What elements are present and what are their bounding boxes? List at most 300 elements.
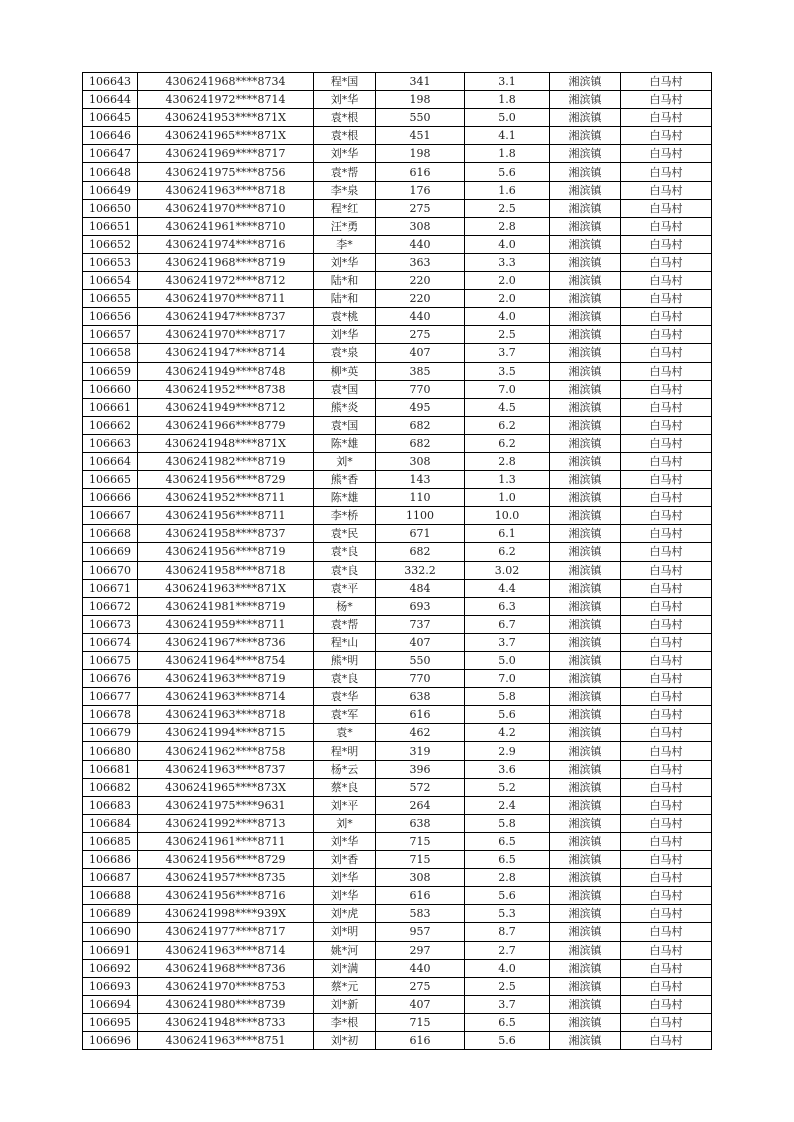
town-cell: 湘滨镇 <box>550 489 621 507</box>
amount-cell: 198 <box>376 145 465 163</box>
table-row <box>83 959 712 977</box>
name-cell: 刘*华 <box>314 887 376 905</box>
record-number-cell: 106654 <box>83 272 138 290</box>
record-number-cell: 106694 <box>83 995 138 1013</box>
id-number-cell: 4306241970****8710 <box>138 199 314 217</box>
record-number-cell: 106683 <box>83 796 138 814</box>
village-cell: 白马村 <box>621 380 712 398</box>
record-number-cell: 106695 <box>83 1013 138 1031</box>
village-cell: 白马村 <box>621 887 712 905</box>
name-cell: 刘*虎 <box>314 905 376 923</box>
village-cell: 白马村 <box>621 362 712 380</box>
amount-cell: 550 <box>376 109 465 127</box>
village-cell: 白马村 <box>621 977 712 995</box>
table-row <box>83 760 712 778</box>
village-cell: 白马村 <box>621 525 712 543</box>
town-cell: 湘滨镇 <box>550 380 621 398</box>
record-number-cell: 106689 <box>83 905 138 923</box>
area-cell: 2.0 <box>465 290 550 308</box>
amount-cell: 332.2 <box>376 561 465 579</box>
id-number-cell: 4306241968****8719 <box>138 253 314 271</box>
table-row <box>83 579 712 597</box>
amount-cell: 715 <box>376 832 465 850</box>
name-cell: 袁*根 <box>314 109 376 127</box>
table-row <box>83 398 712 416</box>
town-cell: 湘滨镇 <box>550 308 621 326</box>
name-cell: 刘*华 <box>314 832 376 850</box>
amount-cell: 275 <box>376 199 465 217</box>
table-row <box>83 652 712 670</box>
town-cell: 湘滨镇 <box>550 235 621 253</box>
amount-cell: 682 <box>376 434 465 452</box>
town-cell: 湘滨镇 <box>550 199 621 217</box>
area-cell: 3.02 <box>465 561 550 579</box>
amount-cell: 693 <box>376 597 465 615</box>
amount-cell: 715 <box>376 851 465 869</box>
table-row <box>83 814 712 832</box>
record-number-cell: 106651 <box>83 217 138 235</box>
area-cell: 2.4 <box>465 796 550 814</box>
id-number-cell: 4306241972****8712 <box>138 272 314 290</box>
amount-cell: 638 <box>376 814 465 832</box>
record-number-cell: 106673 <box>83 615 138 633</box>
village-cell: 白马村 <box>621 814 712 832</box>
name-cell: 程*红 <box>314 199 376 217</box>
village-cell: 白马村 <box>621 452 712 470</box>
table-row <box>83 127 712 145</box>
name-cell: 姚*河 <box>314 941 376 959</box>
table-row <box>83 452 712 470</box>
name-cell: 刘*初 <box>314 1031 376 1049</box>
town-cell: 湘滨镇 <box>550 290 621 308</box>
name-cell: 蔡*元 <box>314 977 376 995</box>
town-cell: 湘滨镇 <box>550 1013 621 1031</box>
table-row <box>83 199 712 217</box>
name-cell: 袁*帮 <box>314 163 376 181</box>
record-number-cell: 106659 <box>83 362 138 380</box>
id-number-cell: 4306241949****8748 <box>138 362 314 380</box>
area-cell: 6.2 <box>465 434 550 452</box>
area-cell: 2.8 <box>465 869 550 887</box>
area-cell: 5.0 <box>465 109 550 127</box>
id-number-cell: 4306241956****8729 <box>138 851 314 869</box>
table-row <box>83 326 712 344</box>
amount-cell: 264 <box>376 796 465 814</box>
id-number-cell: 4306241948****871X <box>138 434 314 452</box>
amount-cell: 440 <box>376 308 465 326</box>
id-number-cell: 4306241967****8736 <box>138 633 314 651</box>
record-number-cell: 106643 <box>83 73 138 91</box>
area-cell: 5.0 <box>465 652 550 670</box>
id-number-cell: 4306241963****8751 <box>138 1031 314 1049</box>
name-cell: 刘*新 <box>314 995 376 1013</box>
village-cell: 白马村 <box>621 163 712 181</box>
name-cell: 袁*国 <box>314 416 376 434</box>
record-number-cell: 106681 <box>83 760 138 778</box>
town-cell: 湘滨镇 <box>550 760 621 778</box>
amount-cell: 198 <box>376 91 465 109</box>
town-cell: 湘滨镇 <box>550 362 621 380</box>
table-row <box>83 91 712 109</box>
area-cell: 6.2 <box>465 543 550 561</box>
table-row <box>83 615 712 633</box>
id-number-cell: 4306241952****8738 <box>138 380 314 398</box>
name-cell: 李*桥 <box>314 507 376 525</box>
town-cell: 湘滨镇 <box>550 326 621 344</box>
name-cell: 袁*平 <box>314 579 376 597</box>
amount-cell: 308 <box>376 452 465 470</box>
village-cell: 白马村 <box>621 670 712 688</box>
town-cell: 湘滨镇 <box>550 796 621 814</box>
table-row <box>83 688 712 706</box>
town-cell: 湘滨镇 <box>550 959 621 977</box>
table-row <box>83 308 712 326</box>
record-number-cell: 106696 <box>83 1031 138 1049</box>
id-number-cell: 4306241947****8737 <box>138 308 314 326</box>
village-cell: 白马村 <box>621 742 712 760</box>
name-cell: 刘*明 <box>314 923 376 941</box>
table-row <box>83 235 712 253</box>
area-cell: 2.8 <box>465 452 550 470</box>
name-cell: 袁*国 <box>314 380 376 398</box>
amount-cell: 495 <box>376 398 465 416</box>
town-cell: 湘滨镇 <box>550 615 621 633</box>
amount-cell: 451 <box>376 127 465 145</box>
town-cell: 湘滨镇 <box>550 434 621 452</box>
id-number-cell: 4306241958****8718 <box>138 561 314 579</box>
id-number-cell: 4306241956****8716 <box>138 887 314 905</box>
record-number-cell: 106656 <box>83 308 138 326</box>
village-cell: 白马村 <box>621 688 712 706</box>
name-cell: 刘*华 <box>314 253 376 271</box>
table-row <box>83 597 712 615</box>
amount-cell: 484 <box>376 579 465 597</box>
table-row <box>83 471 712 489</box>
area-cell: 6.5 <box>465 851 550 869</box>
table-row <box>83 941 712 959</box>
record-number-cell: 106650 <box>83 199 138 217</box>
village-cell: 白马村 <box>621 109 712 127</box>
area-cell: 2.8 <box>465 217 550 235</box>
village-cell: 白马村 <box>621 290 712 308</box>
record-number-cell: 106674 <box>83 633 138 651</box>
id-number-cell: 4306241958****8737 <box>138 525 314 543</box>
village-cell: 白马村 <box>621 235 712 253</box>
village-cell: 白马村 <box>621 1031 712 1049</box>
record-number-cell: 106672 <box>83 597 138 615</box>
id-number-cell: 4306241964****8754 <box>138 652 314 670</box>
village-cell: 白马村 <box>621 869 712 887</box>
table-row <box>83 380 712 398</box>
id-number-cell: 4306241981****8719 <box>138 597 314 615</box>
amount-cell: 440 <box>376 959 465 977</box>
table-row <box>83 670 712 688</box>
table-row <box>83 995 712 1013</box>
area-cell: 3.5 <box>465 362 550 380</box>
name-cell: 熊*炎 <box>314 398 376 416</box>
id-number-cell: 4306241953****871X <box>138 109 314 127</box>
id-number-cell: 4306241975****8756 <box>138 163 314 181</box>
name-cell: 袁*泉 <box>314 344 376 362</box>
town-cell: 湘滨镇 <box>550 851 621 869</box>
town-cell: 湘滨镇 <box>550 814 621 832</box>
village-cell: 白马村 <box>621 778 712 796</box>
area-cell: 6.3 <box>465 597 550 615</box>
amount-cell: 407 <box>376 995 465 1013</box>
amount-cell: 297 <box>376 941 465 959</box>
name-cell: 汪*勇 <box>314 217 376 235</box>
record-number-cell: 106685 <box>83 832 138 850</box>
table-row <box>83 73 712 91</box>
table-row <box>83 724 712 742</box>
town-cell: 湘滨镇 <box>550 181 621 199</box>
amount-cell: 572 <box>376 778 465 796</box>
record-number-cell: 106649 <box>83 181 138 199</box>
amount-cell: 396 <box>376 760 465 778</box>
amount-cell: 682 <box>376 543 465 561</box>
record-number-cell: 106667 <box>83 507 138 525</box>
table-row <box>83 923 712 941</box>
name-cell: 熊*明 <box>314 652 376 670</box>
table-body <box>83 73 712 1050</box>
amount-cell: 440 <box>376 235 465 253</box>
area-cell: 2.5 <box>465 977 550 995</box>
amount-cell: 363 <box>376 253 465 271</box>
name-cell: 程*山 <box>314 633 376 651</box>
area-cell: 2.5 <box>465 326 550 344</box>
area-cell: 2.5 <box>465 199 550 217</box>
amount-cell: 143 <box>376 471 465 489</box>
table-row <box>83 163 712 181</box>
record-number-cell: 106676 <box>83 670 138 688</box>
area-cell: 2.0 <box>465 272 550 290</box>
town-cell: 湘滨镇 <box>550 145 621 163</box>
name-cell: 袁*帮 <box>314 615 376 633</box>
record-number-cell: 106692 <box>83 959 138 977</box>
area-cell: 5.6 <box>465 887 550 905</box>
record-number-cell: 106669 <box>83 543 138 561</box>
table-row <box>83 145 712 163</box>
village-cell: 白马村 <box>621 633 712 651</box>
town-cell: 湘滨镇 <box>550 706 621 724</box>
village-cell: 白马村 <box>621 253 712 271</box>
amount-cell: 341 <box>376 73 465 91</box>
village-cell: 白马村 <box>621 851 712 869</box>
id-number-cell: 4306241966****8779 <box>138 416 314 434</box>
village-cell: 白马村 <box>621 199 712 217</box>
name-cell: 袁* <box>314 724 376 742</box>
town-cell: 湘滨镇 <box>550 507 621 525</box>
village-cell: 白马村 <box>621 959 712 977</box>
id-number-cell: 4306241956****8711 <box>138 507 314 525</box>
village-cell: 白马村 <box>621 217 712 235</box>
area-cell: 3.7 <box>465 633 550 651</box>
area-cell: 3.6 <box>465 760 550 778</box>
village-cell: 白马村 <box>621 91 712 109</box>
data-table <box>82 72 712 1050</box>
table-row <box>83 507 712 525</box>
area-cell: 5.8 <box>465 688 550 706</box>
area-cell: 3.7 <box>465 995 550 1013</box>
table-row <box>83 416 712 434</box>
table-row <box>83 742 712 760</box>
village-cell: 白马村 <box>621 398 712 416</box>
town-cell: 湘滨镇 <box>550 163 621 181</box>
area-cell: 4.5 <box>465 398 550 416</box>
area-cell: 8.7 <box>465 923 550 941</box>
area-cell: 7.0 <box>465 670 550 688</box>
record-number-cell: 106653 <box>83 253 138 271</box>
area-cell: 6.2 <box>465 416 550 434</box>
amount-cell: 616 <box>376 706 465 724</box>
id-number-cell: 4306241994****8715 <box>138 724 314 742</box>
town-cell: 湘滨镇 <box>550 633 621 651</box>
town-cell: 湘滨镇 <box>550 832 621 850</box>
table-row <box>83 272 712 290</box>
town-cell: 湘滨镇 <box>550 127 621 145</box>
name-cell: 刘*华 <box>314 869 376 887</box>
record-number-cell: 106686 <box>83 851 138 869</box>
area-cell: 2.7 <box>465 941 550 959</box>
town-cell: 湘滨镇 <box>550 91 621 109</box>
town-cell: 湘滨镇 <box>550 941 621 959</box>
amount-cell: 583 <box>376 905 465 923</box>
town-cell: 湘滨镇 <box>550 905 621 923</box>
name-cell: 陈*雄 <box>314 434 376 452</box>
record-number-cell: 106657 <box>83 326 138 344</box>
table-row <box>83 109 712 127</box>
record-number-cell: 106693 <box>83 977 138 995</box>
amount-cell: 770 <box>376 380 465 398</box>
record-number-cell: 106664 <box>83 452 138 470</box>
name-cell: 熊*香 <box>314 471 376 489</box>
id-number-cell: 4306241977****8717 <box>138 923 314 941</box>
amount-cell: 715 <box>376 1013 465 1031</box>
area-cell: 4.4 <box>465 579 550 597</box>
id-number-cell: 4306241992****8713 <box>138 814 314 832</box>
amount-cell: 682 <box>376 416 465 434</box>
village-cell: 白马村 <box>621 995 712 1013</box>
record-number-cell: 106691 <box>83 941 138 959</box>
name-cell: 杨* <box>314 597 376 615</box>
id-number-cell: 4306241962****8758 <box>138 742 314 760</box>
record-number-cell: 106662 <box>83 416 138 434</box>
id-number-cell: 4306241963****8718 <box>138 181 314 199</box>
table-row <box>83 489 712 507</box>
village-cell: 白马村 <box>621 434 712 452</box>
town-cell: 湘滨镇 <box>550 217 621 235</box>
id-number-cell: 4306241963****8714 <box>138 688 314 706</box>
record-number-cell: 106687 <box>83 869 138 887</box>
amount-cell: 220 <box>376 290 465 308</box>
town-cell: 湘滨镇 <box>550 272 621 290</box>
town-cell: 湘滨镇 <box>550 778 621 796</box>
record-number-cell: 106665 <box>83 471 138 489</box>
area-cell: 4.1 <box>465 127 550 145</box>
name-cell: 袁*桃 <box>314 308 376 326</box>
amount-cell: 308 <box>376 869 465 887</box>
name-cell: 陆*和 <box>314 272 376 290</box>
name-cell: 袁*良 <box>314 543 376 561</box>
table-row <box>83 434 712 452</box>
record-number-cell: 106679 <box>83 724 138 742</box>
record-number-cell: 106682 <box>83 778 138 796</box>
amount-cell: 176 <box>376 181 465 199</box>
id-number-cell: 4306241956****8719 <box>138 543 314 561</box>
table-row <box>83 525 712 543</box>
table-row <box>83 344 712 362</box>
town-cell: 湘滨镇 <box>550 1031 621 1049</box>
area-cell: 4.0 <box>465 959 550 977</box>
id-number-cell: 4306241969****8717 <box>138 145 314 163</box>
amount-cell: 308 <box>376 217 465 235</box>
town-cell: 湘滨镇 <box>550 452 621 470</box>
name-cell: 袁*根 <box>314 127 376 145</box>
name-cell: 刘*华 <box>314 326 376 344</box>
town-cell: 湘滨镇 <box>550 398 621 416</box>
name-cell: 李*泉 <box>314 181 376 199</box>
amount-cell: 220 <box>376 272 465 290</box>
amount-cell: 407 <box>376 633 465 651</box>
table-row <box>83 832 712 850</box>
village-cell: 白马村 <box>621 652 712 670</box>
area-cell: 5.3 <box>465 905 550 923</box>
village-cell: 白马村 <box>621 1013 712 1031</box>
area-cell: 7.0 <box>465 380 550 398</box>
name-cell: 蔡*良 <box>314 778 376 796</box>
id-number-cell: 4306241948****8733 <box>138 1013 314 1031</box>
id-number-cell: 4306241961****8710 <box>138 217 314 235</box>
village-cell: 白马村 <box>621 597 712 615</box>
table-row <box>83 253 712 271</box>
village-cell: 白马村 <box>621 724 712 742</box>
town-cell: 湘滨镇 <box>550 724 621 742</box>
id-number-cell: 4306241970****8711 <box>138 290 314 308</box>
amount-cell: 671 <box>376 525 465 543</box>
area-cell: 1.8 <box>465 91 550 109</box>
town-cell: 湘滨镇 <box>550 688 621 706</box>
village-cell: 白马村 <box>621 181 712 199</box>
village-cell: 白马村 <box>621 905 712 923</box>
name-cell: 刘*满 <box>314 959 376 977</box>
town-cell: 湘滨镇 <box>550 923 621 941</box>
id-number-cell: 4306241998****939X <box>138 905 314 923</box>
id-number-cell: 4306241965****871X <box>138 127 314 145</box>
town-cell: 湘滨镇 <box>550 670 621 688</box>
area-cell: 3.7 <box>465 344 550 362</box>
name-cell: 袁*民 <box>314 525 376 543</box>
id-number-cell: 4306241963****871X <box>138 579 314 597</box>
record-number-cell: 106671 <box>83 579 138 597</box>
village-cell: 白马村 <box>621 416 712 434</box>
record-number-cell: 106680 <box>83 742 138 760</box>
id-number-cell: 4306241968****8736 <box>138 959 314 977</box>
name-cell: 李*根 <box>314 1013 376 1031</box>
name-cell: 刘*华 <box>314 145 376 163</box>
table-row <box>83 1013 712 1031</box>
name-cell: 程*明 <box>314 742 376 760</box>
village-cell: 白马村 <box>621 941 712 959</box>
town-cell: 湘滨镇 <box>550 869 621 887</box>
area-cell: 6.5 <box>465 1013 550 1031</box>
record-number-cell: 106666 <box>83 489 138 507</box>
area-cell: 6.7 <box>465 615 550 633</box>
area-cell: 5.6 <box>465 706 550 724</box>
name-cell: 袁*华 <box>314 688 376 706</box>
area-cell: 1.8 <box>465 145 550 163</box>
amount-cell: 275 <box>376 977 465 995</box>
record-number-cell: 106688 <box>83 887 138 905</box>
